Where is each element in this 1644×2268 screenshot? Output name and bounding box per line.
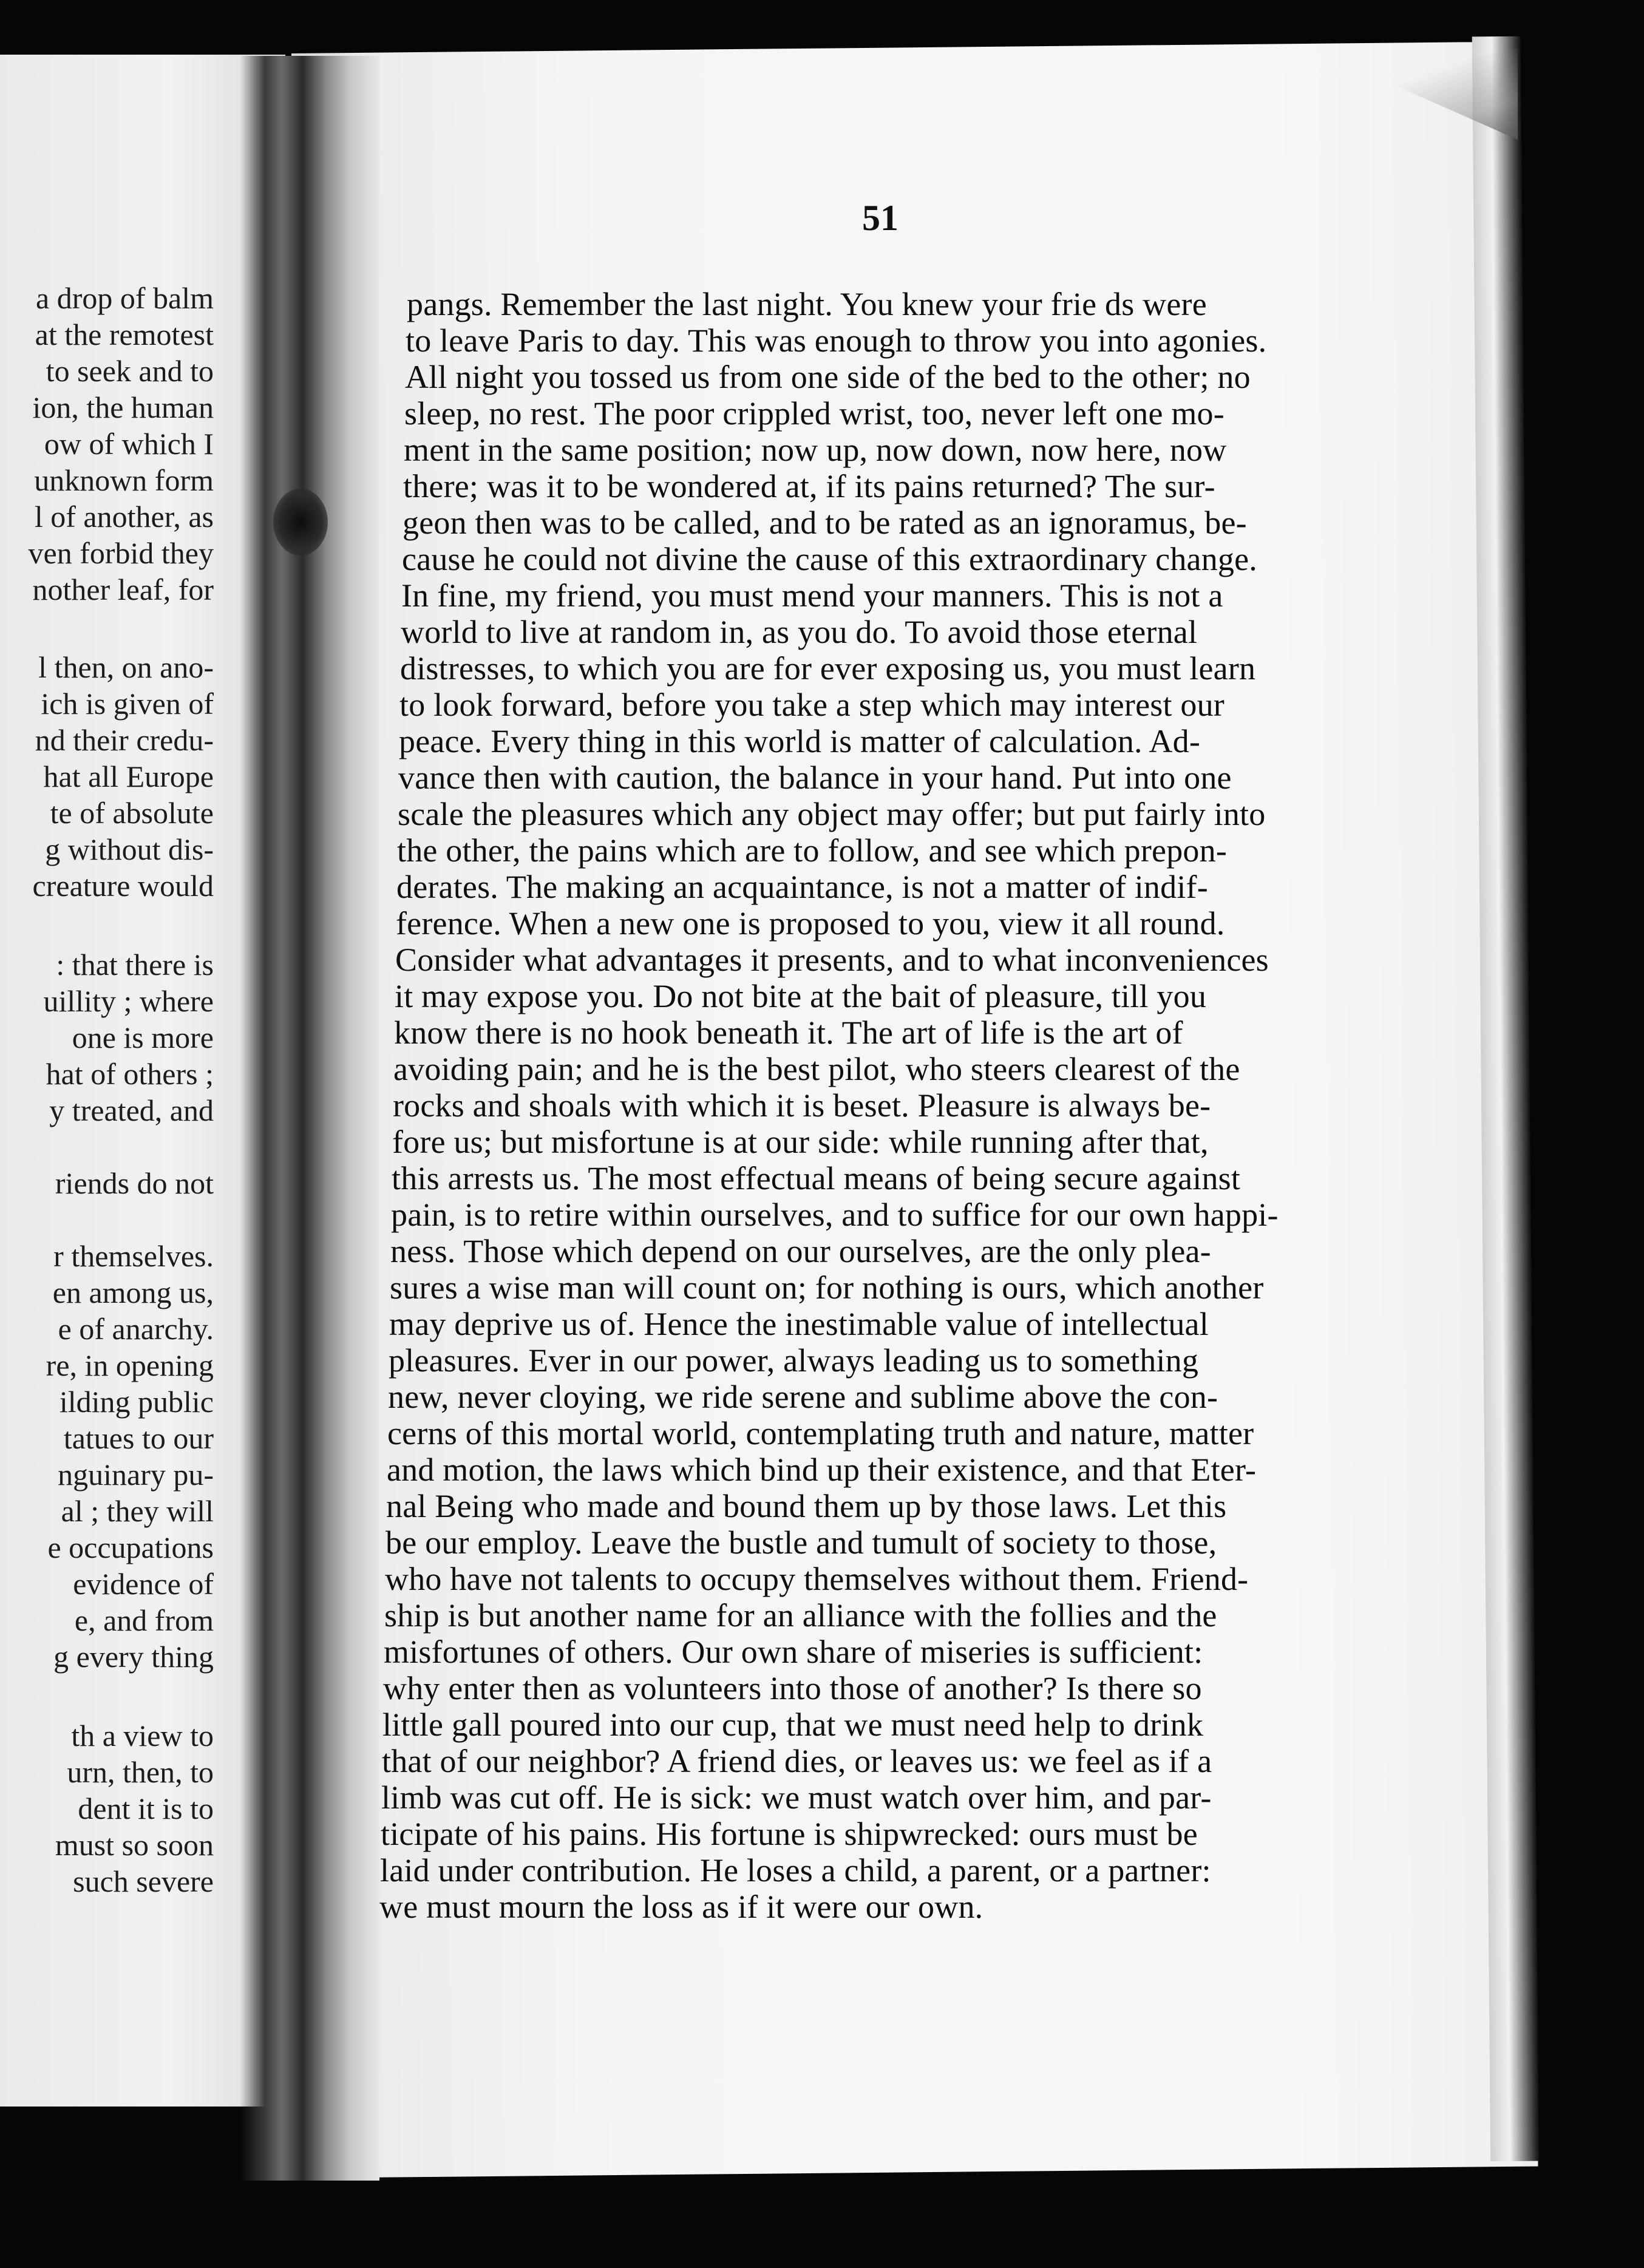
body-text-line: limb was cut off. He is sick: we must watch over him, and par- [381,1779,1212,1816]
body-text-line: nal Being who made and bound them up by those laws. Let this [386,1488,1227,1524]
left-page-line: th a view to [71,1719,214,1753]
left-page-line: e occupations [47,1530,214,1564]
body-text-line: peace. Every thing in this world is matter of calculation. Ad- [399,723,1201,759]
body-text-line: ness. Those which depend on our ourselves, are the only plea- [390,1233,1211,1269]
body-text-line: ticipate of his pains. His fortune is shipwrecked: ours must be [381,1816,1198,1852]
left-page-line: ich is given of [41,687,214,721]
body-text-line: scale the pleasures which any object may offer; but put fairly into [398,796,1266,832]
left-page-line: nd their credu- [35,723,214,757]
body-text-line: cause he could not divine the cause of this extraordinary change. [402,541,1257,577]
left-page-line: nother leaf, for [32,572,214,606]
body-text-line: Consider what advantages it presents, and to what inconveniences [395,942,1269,978]
body-text-line: vance then with caution, the balance in your hand. Put into one [398,759,1232,796]
body-text-line: world to live at random in, as you do. To avoid those eternal [401,614,1198,650]
body-text-line: ship is but another name for an alliance with the follies and the [384,1597,1217,1634]
left-page-line: g every thing [53,1640,214,1674]
page-number: 51 [862,198,898,238]
left-page-line: a drop of balm [36,281,214,315]
left-page-line: hat of others ; [46,1057,214,1091]
body-text-line: fore us; but misfortune is at our side: while running after that, [392,1124,1209,1160]
left-page-line: en among us, [52,1275,214,1309]
left-page-line: unknown form [34,463,214,497]
left-page-line: al ; they will [61,1494,214,1528]
left-page-line: te of absolute [50,796,214,830]
left-page-line: one is more [72,1020,214,1054]
left-page-line: ion, the human [32,390,214,424]
body-text-line: little gall poured into our cup, that we must need help to drink [382,1706,1204,1743]
body-text-line: who have not talents to occupy themselves without them. Friend- [385,1561,1249,1597]
left-page-line: : that there is [56,948,214,982]
left-page-line: hat all Europe [43,759,214,793]
body-text-line: pangs. Remember the last night. You knew your frie ds were [407,286,1207,322]
left-page-line: l then, on ano- [38,650,214,684]
left-page-line: such severe [73,1864,214,1898]
left-page-line: dent it is to [78,1791,214,1825]
body-text-line: and motion, the laws which bind up their existence, and that Eter- [387,1451,1257,1488]
body-text-line: why enter then as volunteers into those of another? Is there so [383,1670,1202,1706]
body-text-line: to look forward, before you take a step which may interest our [399,687,1225,723]
body-text-line: know there is no hook beneath it. The art of life is the art of [394,1014,1183,1051]
left-page-line: ilding public [59,1385,214,1419]
body-text-line: In fine, my friend, you must mend your manners. This is not a [401,577,1223,614]
left-page-line: y treated, and [49,1093,214,1127]
body-text-line: All night you tossed us from one side of the bed to the other; no [405,359,1251,395]
left-page-line: creature would [32,869,214,903]
left-page-line: tatues to our [63,1421,214,1455]
body-text-line: derates. The making an acquaintance, is not a matter of indif- [396,869,1208,905]
left-page-line: ven forbid they [28,536,214,570]
body-text-line: ference. When a new one is proposed to you, view it all round. [396,905,1225,942]
body-text-line: distresses, to which you are for ever exposing us, you must learn [400,650,1256,687]
body-text-line: pleasures. Ever in our power, always leading us to something [389,1342,1199,1379]
left-page-line: nguinary pu- [58,1458,214,1492]
body-text-line: there; was it to be wondered at, if its pains returned? The sur- [403,468,1215,504]
left-page-line: riends do not [55,1166,214,1200]
body-text-line: cerns of this mortal world, contemplating truth and nature, matter [387,1415,1254,1451]
body-text-line: be our employ. Leave the bustle and tumult of society to those, [386,1524,1217,1561]
body-text-line: that of our neighbor? A friend dies, or leaves us: we feel as if a [382,1743,1212,1779]
left-page-line: urn, then, to [67,1755,214,1789]
left-page-line: e, and from [74,1603,214,1637]
left-page-line: e of anarchy. [58,1312,214,1346]
left-page-line: r themselves. [53,1239,214,1273]
body-text-line: avoiding pain; and he is the best pilot, who steers clearest of the [393,1051,1240,1087]
body-text-line: ment in the same position; now up, now down, now here, now [404,432,1227,468]
body-text-line: sures a wise man will count on; for nothing is ours, which another [390,1269,1264,1306]
body-text-line: geon then was to be called, and to be rated as an ignoramus, be- [403,504,1247,541]
body-text-line: may deprive us of. Hence the inestimable value of intellectual [389,1306,1209,1342]
body-text-line: we must mourn the loss as if it were our own. [379,1889,983,1925]
body-text-line: misfortunes of others. Our own share of miseries is sufficient: [384,1634,1203,1670]
body-text-line: pain, is to retire within ourselves, and to suffice for our own happi- [391,1197,1279,1233]
left-page-line: g without dis- [45,832,214,866]
body-text-line: laid under contribution. He loses a child, a parent, or a partner: [380,1852,1211,1889]
left-page-line: uillity ; where [43,984,214,1018]
body-text-line: new, never cloying, we ride serene and sublime above the con- [388,1379,1218,1415]
left-page-line: to seek and to [46,354,214,388]
left-page-line: l of another, as [34,500,214,534]
left-page-line: must so soon [55,1828,214,1862]
body-text-line: this arrests us. The most effectual means of being secure against [392,1160,1241,1197]
left-page-line: ow of which I [44,427,214,461]
body-text-line: rocks and shoals with which it is beset. Pleasure is always be- [393,1087,1211,1124]
body-text-line: it may expose you. Do not bite at the bait of pleasure, till you [395,978,1207,1014]
body-text-line: to leave Paris to day. This was enough to throw you into agonies. [406,322,1267,359]
body-text-line: the other, the pains which are to follow, and see which prepon- [397,832,1228,869]
left-page-line: re, in opening [46,1348,214,1382]
left-page-line: evidence of [73,1567,214,1601]
left-page-line: at the remotest [35,317,214,351]
body-text-line: sleep, no rest. The poor crippled wrist, too, never left one mo- [404,395,1225,432]
